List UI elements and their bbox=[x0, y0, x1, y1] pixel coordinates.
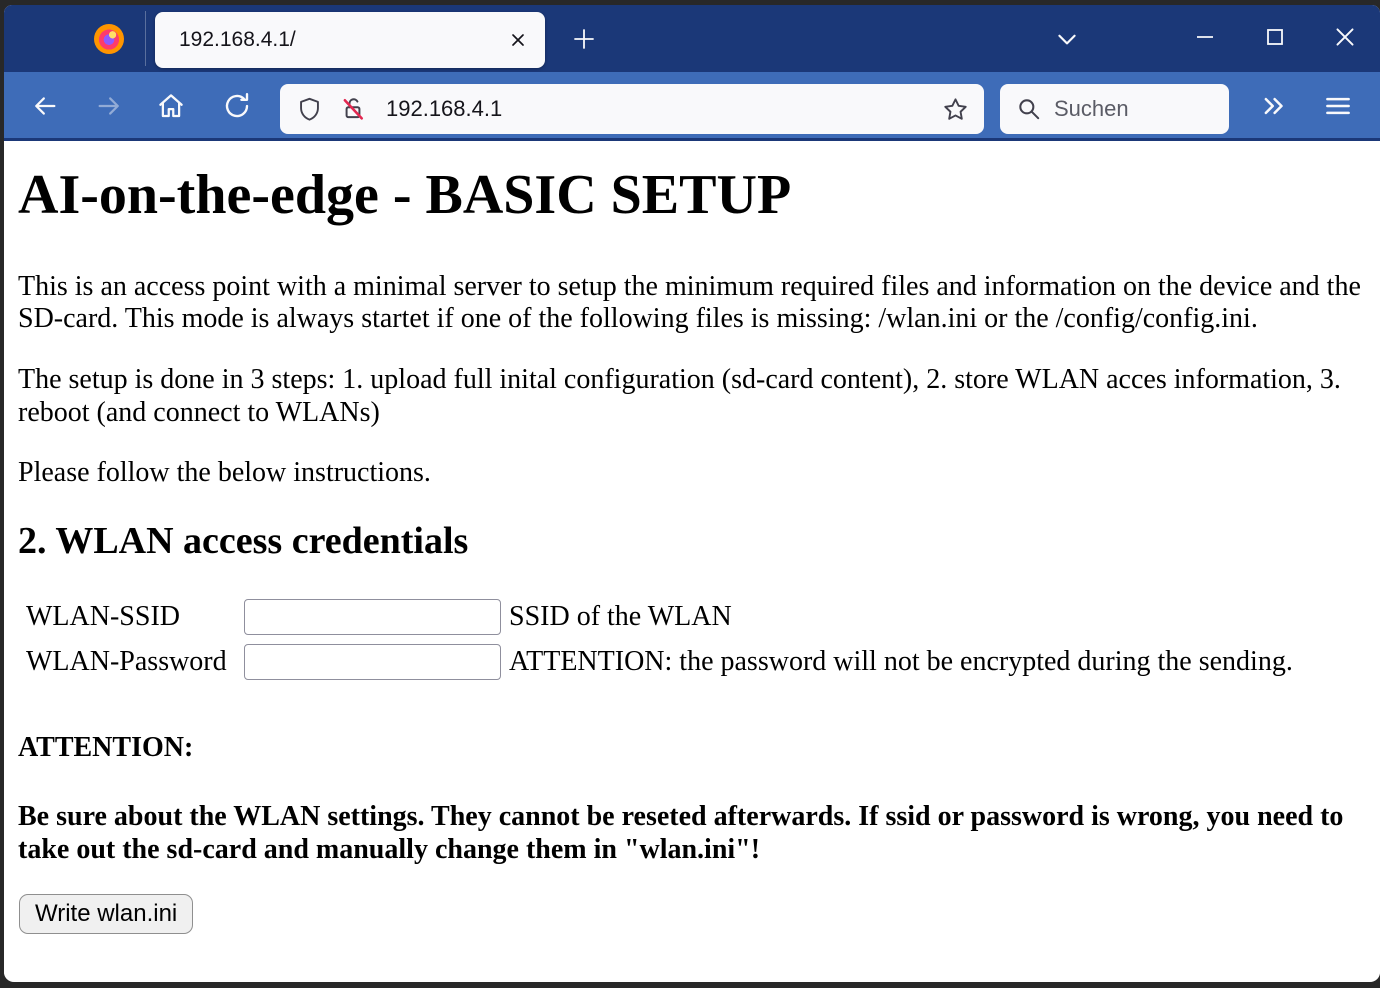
wlan-ssid-label: WLAN-SSID bbox=[26, 601, 180, 633]
url-text[interactable]: 192.168.4.1 bbox=[386, 96, 503, 121]
wlan-password-input[interactable] bbox=[244, 644, 501, 680]
browser-tab[interactable] bbox=[155, 12, 545, 68]
intro-paragraph-1: This is an access point with a minimal server to setup the minimum required files and information on the device and the SD-card. This mode is always startet if one of the following files is missing: /wlan.ini or the /config/config.ini. bbox=[18, 270, 1361, 335]
reload-button[interactable] bbox=[216, 85, 258, 127]
intro-paragraph-2: The setup is done in 3 steps: 1. upload full inital configuration (sd-card content), 2. store WLAN acces information, 3. reboot (and connect to WLANs) bbox=[18, 364, 1341, 428]
write-wlan-ini-button[interactable]: Write wlan.ini bbox=[19, 894, 193, 934]
search-placeholder: Suchen bbox=[1054, 96, 1129, 121]
firefox-logo-icon[interactable] bbox=[94, 24, 124, 54]
navigation-toolbar bbox=[4, 72, 1380, 141]
wlan-password-label: WLAN-Password bbox=[26, 646, 227, 678]
tab-close-icon[interactable] bbox=[503, 25, 533, 55]
home-button[interactable] bbox=[150, 85, 192, 127]
attention-heading: ATTENTION: bbox=[18, 732, 194, 764]
overflow-chevrons-icon[interactable] bbox=[1253, 85, 1295, 127]
tracking-protection-shield-icon[interactable] bbox=[294, 94, 324, 124]
search-box[interactable] bbox=[1000, 84, 1229, 134]
section-heading: 2. WLAN access credentials bbox=[18, 520, 469, 563]
bookmark-star-icon[interactable] bbox=[938, 92, 972, 126]
wlan-password-description: ATTENTION: the password will not be encrypted during the sending. bbox=[509, 646, 1293, 678]
page-title: AI-on-the-edge - BASIC SETUP bbox=[18, 164, 792, 226]
forward-button[interactable] bbox=[88, 85, 130, 127]
wlan-ssid-input[interactable] bbox=[244, 599, 501, 635]
page-content bbox=[4, 141, 1380, 979]
window-minimize-button[interactable] bbox=[1182, 5, 1228, 69]
tab-separator bbox=[145, 11, 146, 66]
list-all-tabs-button[interactable] bbox=[1047, 19, 1087, 59]
search-icon bbox=[1016, 96, 1042, 122]
back-button[interactable] bbox=[24, 85, 66, 127]
window-maximize-button[interactable] bbox=[1252, 5, 1298, 69]
hamburger-menu-icon[interactable] bbox=[1316, 85, 1360, 127]
tab-bar bbox=[4, 5, 1380, 72]
insecure-connection-lock-icon[interactable] bbox=[338, 94, 368, 124]
intro-paragraph-3: Please follow the below instructions. bbox=[18, 456, 431, 488]
window-close-button[interactable] bbox=[1322, 5, 1368, 69]
new-tab-button[interactable] bbox=[566, 21, 602, 57]
browser-window bbox=[4, 5, 1380, 982]
wlan-ssid-description: SSID of the WLAN bbox=[509, 601, 732, 633]
tab-title: 192.168.4.1/ bbox=[179, 28, 296, 51]
url-bar[interactable] bbox=[280, 84, 984, 134]
wlan-credentials-form bbox=[26, 599, 1364, 680]
warning-text: Be sure about the WLAN settings. They cannot be reseted afterwards. If ssid or password is wrong, you need to take out the sd-card and manually change them in "wlan.ini"! bbox=[18, 800, 1344, 865]
